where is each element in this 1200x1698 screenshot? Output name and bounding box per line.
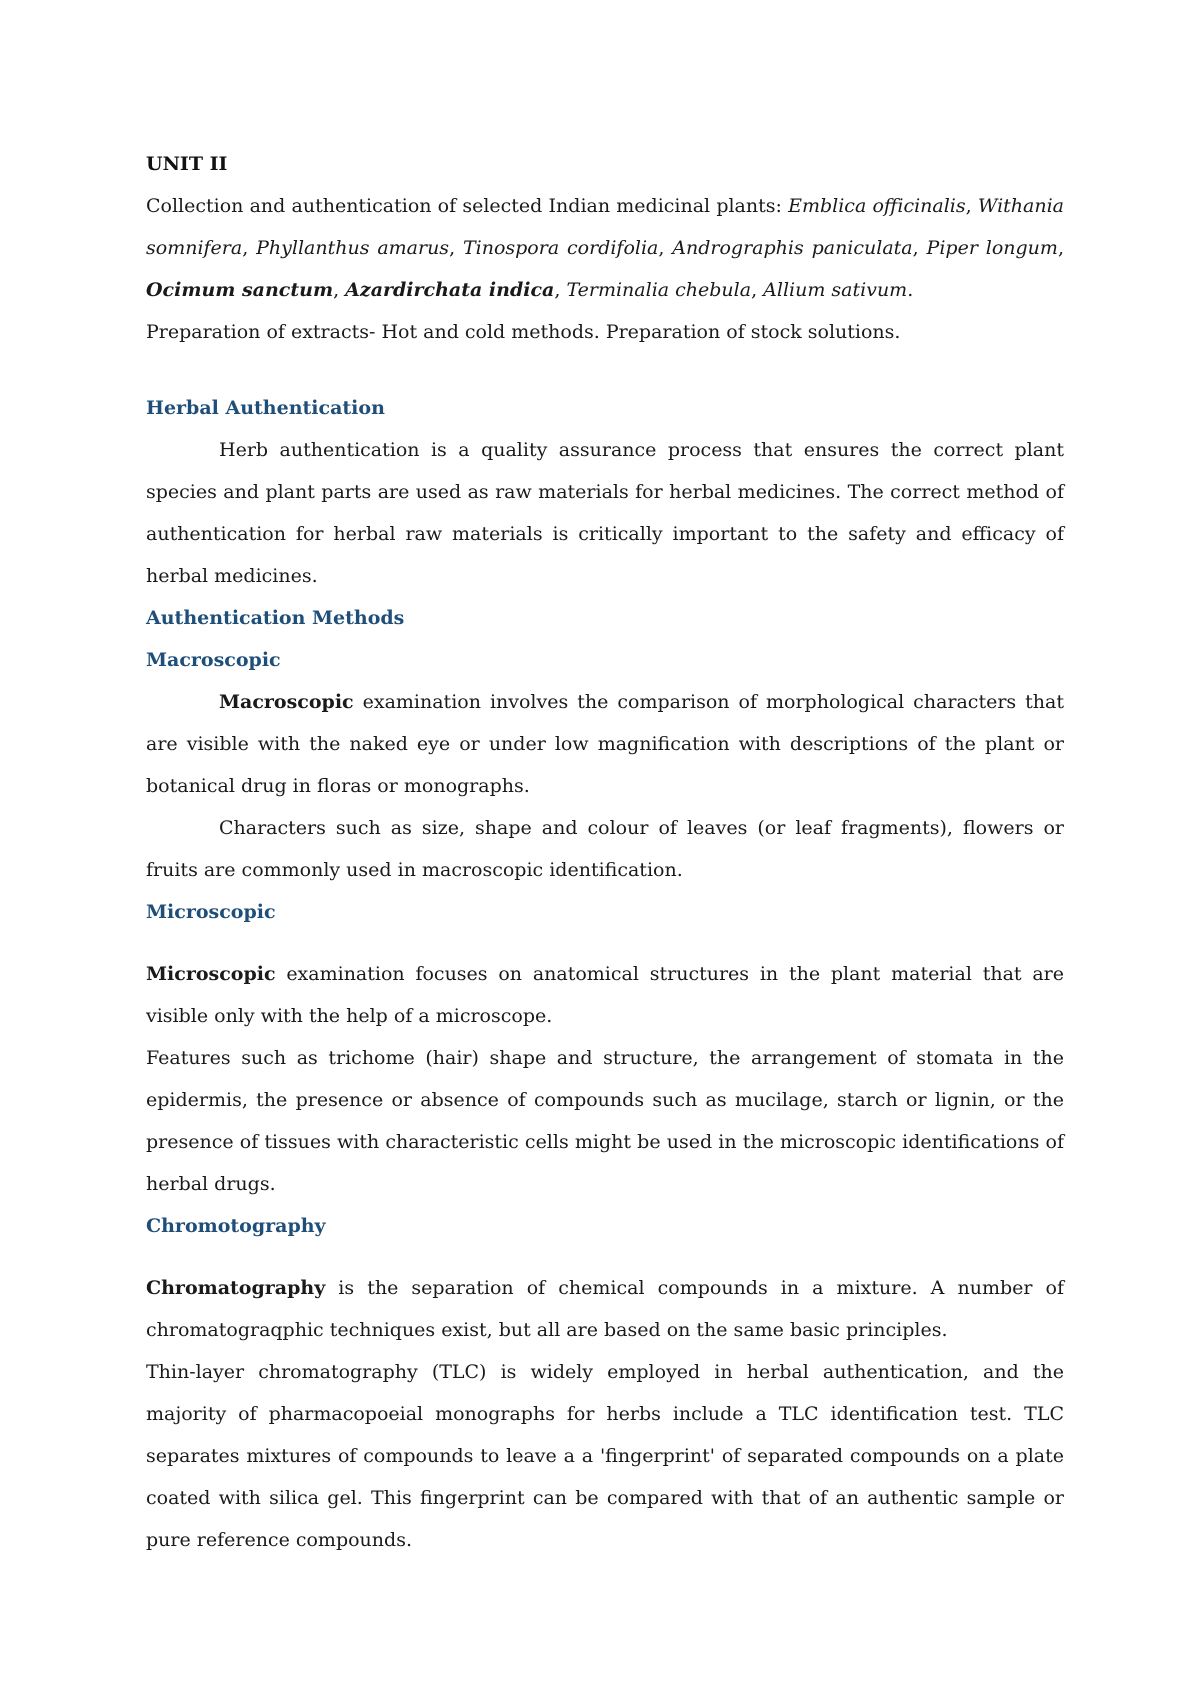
plant-name-bold: Ocimum sanctum <box>146 279 334 301</box>
separator: , <box>242 237 257 259</box>
macroscopic-paragraph-1 <box>146 681 1064 807</box>
document-content <box>146 143 1064 1561</box>
plant-name: Emblica officinalis <box>788 195 966 217</box>
plant-name: Withania somnifera <box>146 195 1064 259</box>
unit-intro-suffix: Preparation of extracts- Hot and cold methods. Preparation of stock solutions. <box>146 321 901 343</box>
macroscopic-paragraph-1-text: examination involves the comparison of morphological characters that are visible with the naked eye or under low magnification with descriptions of the plant or botanical drug in floras or monographs. <box>146 691 1064 797</box>
microscopic-paragraph-2: Features such as trichome (hair) shape and structure, the arrangement of stomata in the epidermis, the presence or absence of compounds such as mucilage, starch or lignin, or the presence of tissues with characteristic cells might be used in the microscopic identifications of herbal drugs. <box>146 1047 1064 1195</box>
separator: , <box>751 279 764 301</box>
microscopic-paragraph-1 <box>146 953 1064 1037</box>
separator: , <box>449 237 463 259</box>
plant-name: Phyllanthus amarus <box>256 237 450 259</box>
plant-name: Piper longum <box>926 237 1058 259</box>
plant-name: Andrographis paniculata <box>672 237 913 259</box>
chromatography-heading: Chromotography <box>146 1215 326 1237</box>
chromatography-paragraph-1 <box>146 1267 1064 1351</box>
microscopic-heading: Microscopic <box>146 901 276 923</box>
unit-intro-prefix: Collection and authentication of selected Indian medicinal plants: <box>146 195 789 217</box>
plant-name-bold: Azardirchata indica <box>345 279 555 301</box>
plant-name: Allium sativum <box>763 279 908 301</box>
unit-intro-paragraph <box>146 185 1064 311</box>
plant-name: Terminalia chebula <box>566 279 752 301</box>
herbal-authentication-heading: Herbal Authentication <box>146 397 385 419</box>
end-period: . <box>907 279 914 301</box>
plant-name: Tinospora cordifolia <box>462 237 659 259</box>
separator: , <box>1057 237 1064 259</box>
separator: , <box>333 279 346 301</box>
separator: , <box>912 237 927 259</box>
microscopic-paragraph-1-text: examination focuses on anatomical structures in the plant material that are visible only with the help of a microscope. <box>146 963 1064 1027</box>
chromatography-lead: Chromatography <box>146 1277 326 1299</box>
separator: , <box>554 279 567 301</box>
macroscopic-paragraph-2: Characters such as size, shape and colour of leaves (or leaf fragments), flowers or fruits are commonly used in macroscopic identification. <box>146 817 1064 881</box>
separator: , <box>965 195 978 217</box>
separator: , <box>658 237 673 259</box>
macroscopic-lead: Macroscopic <box>219 691 354 713</box>
macroscopic-heading: Macroscopic <box>146 649 281 671</box>
herbal-authentication-paragraph: Herb authentication is a quality assurance process that ensures the correct plant species and plant parts are used as raw materials for herbal medicines. The correct method of authentication for herbal raw materials is critically important to the safety and efficacy of herbal medicines. <box>146 439 1064 587</box>
chromatography-paragraph-1-text: is the separation of chemical compounds in a mixture. A number of chromatograqphic techniques exist, but all are based on the same basic principles. <box>146 1277 1064 1341</box>
chromatography-paragraph-2: Thin-layer chromatography (TLC) is widely employed in herbal authentication, and the majority of pharmacopoeial monographs for herbs include a TLC identification test. TLC separates mixtures of compounds to leave a a 'fingerprint' of separated compounds on a plate coated with silica gel. This fingerprint can be compared with that of an authentic sample or pure reference compounds. <box>146 1361 1064 1551</box>
authentication-methods-heading: Authentication Methods <box>146 607 405 629</box>
unit-title: UNIT II <box>146 153 228 175</box>
microscopic-lead: Microscopic <box>146 963 276 985</box>
